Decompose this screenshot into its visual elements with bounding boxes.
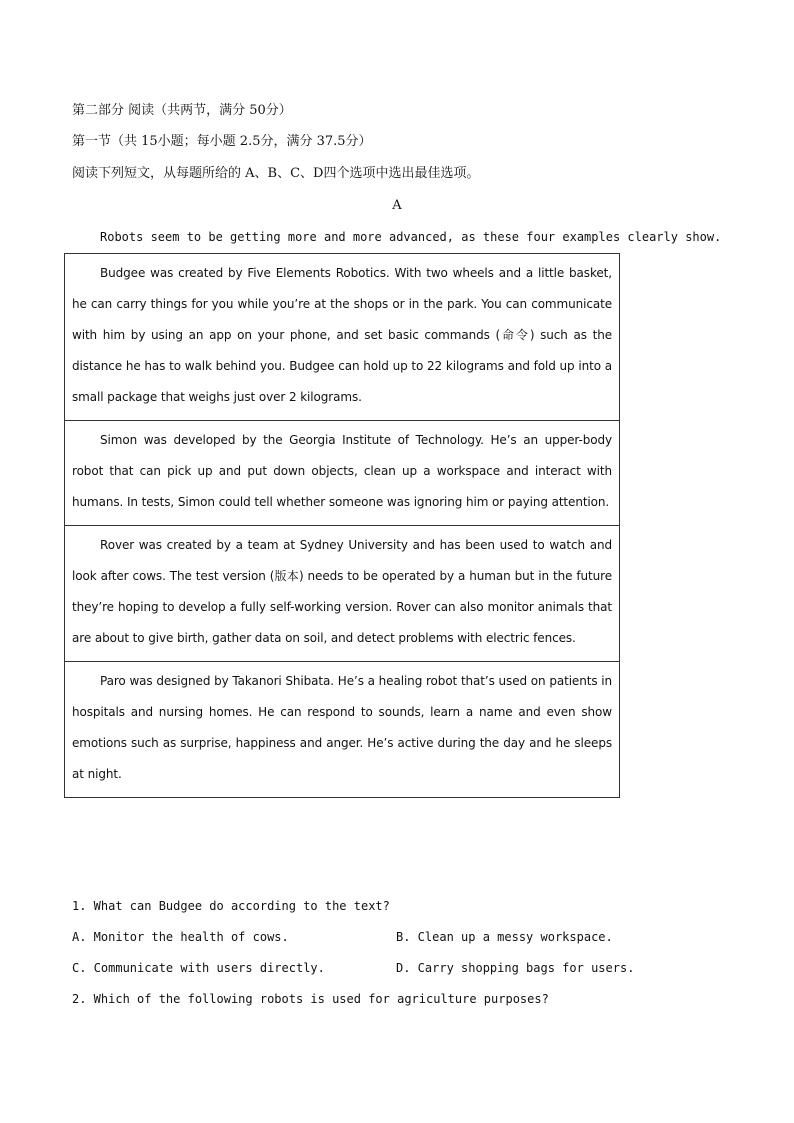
- part-heading: 第二部分 阅读（共两节，满分 50分）: [72, 103, 292, 118]
- question-1-option-c: C. Communicate with users directly.: [72, 961, 325, 975]
- section-heading: 第一节（共 15小题；每小题 2.5分，满分 37.5分）: [72, 134, 372, 149]
- question-1-option-d: D. Carry shopping bags for users.: [396, 961, 635, 975]
- robot-description-table: [64, 253, 620, 798]
- question-1-option-b: B. Clean up a messy workspace.: [396, 930, 613, 944]
- robot-box-simon: Simon was developed by the Georgia Institute of Technology. He’s an upper-body robot that can pick up and put down objects, clean up a workspace and interact with humans. In tests, Simon could tell whether someone was ignoring him or paying attention.: [65, 421, 619, 526]
- robot-box-rover: Rover was created by a team at Sydney University and has been used to watch and look after cows. The test version (版本) needs to be operated by a human but in the future they’re hoping to develop a fully self-working version. Rover can also monitor animals that are about to give birth, gather data on soil, and detect problems with electric fences.: [65, 526, 619, 662]
- robot-box-paro: Paro was designed by Takanori Shibata. He’s a healing robot that’s used on patients in hospitals and nursing homes. He can respond to sounds, learn a name and even show emotions such as surprise, happiness and anger. He’s active during the day and he sleeps at night.: [72, 674, 612, 781]
- robot-box-budgee: Budgee was created by Five Elements Robotics. With two wheels and a little basket, he can carry things for you while you’re at the shops or in the park. You can communicate with him by using an app on your phone, and set basic commands (命令) such as the distance he has to walk behind you. Budgee can hold up to 22 kilograms and fold up into a small package that weighs just over 2 kilograms.: [65, 254, 619, 421]
- question-1-option-a: A. Monitor the health of cows.: [72, 930, 289, 944]
- instruction-text: 阅读下列短文，从每题所给的 A、B、C、D四个选项中选出最佳选项。: [72, 166, 480, 181]
- question-2: 2. Which of the following robots is used for agriculture purposes?: [72, 992, 549, 1006]
- passage-intro: Robots seem to be getting more and more advanced, as these four examples clearly show.: [100, 230, 722, 244]
- passage-letter: A: [392, 198, 402, 213]
- question-1: 1. What can Budgee do according to the text?: [72, 899, 390, 913]
